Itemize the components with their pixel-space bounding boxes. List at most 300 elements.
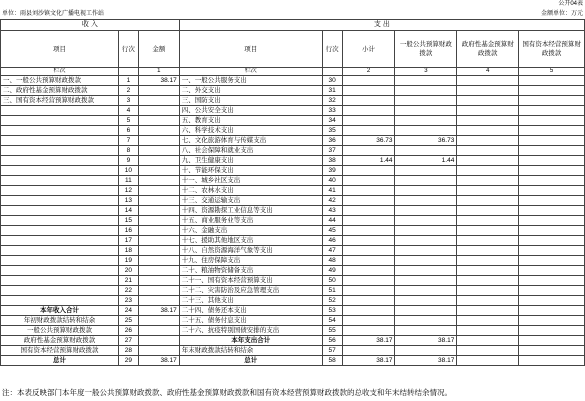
expense-state-capital — [519, 286, 585, 296]
expense-item: 八、社会保障和就业支出 — [179, 146, 322, 156]
expense-general-budget — [395, 296, 457, 306]
expense-row-no: 34 — [322, 116, 342, 126]
income-row-no: 22 — [118, 286, 138, 296]
income-amount — [138, 216, 179, 226]
col-header-amount: 金额 — [138, 31, 179, 68]
expense-general-budget — [395, 146, 457, 156]
expense-gov-fund — [457, 246, 519, 256]
expense-subtotal: 38.17 — [342, 336, 395, 346]
income-item — [1, 226, 119, 236]
expense-subtotal — [342, 96, 395, 106]
expense-general-budget — [395, 186, 457, 196]
table-row — [1, 286, 585, 296]
table-row — [1, 206, 585, 216]
expense-subtotal — [342, 76, 395, 86]
expense-general-budget — [395, 106, 457, 116]
expense-subtotal — [342, 126, 395, 136]
expense-state-capital — [519, 76, 585, 86]
table-row — [1, 76, 585, 86]
expense-row-no: 33 — [322, 106, 342, 116]
fiscal-revenue-expenditure-table — [0, 19, 585, 366]
expense-state-capital — [519, 176, 585, 186]
expense-row-no: 58 — [322, 356, 342, 366]
expense-row-no: 44 — [322, 216, 342, 226]
income-row-no: 19 — [118, 256, 138, 266]
income-row-no: 3 — [118, 96, 138, 106]
income-item — [1, 156, 119, 166]
table-row — [1, 316, 585, 326]
expense-general-budget — [395, 226, 457, 236]
income-row-no: 7 — [118, 136, 138, 146]
expense-subtotal — [342, 176, 395, 186]
income-item — [1, 286, 119, 296]
expense-gov-fund — [457, 186, 519, 196]
col-header-row-no: 行次 — [118, 31, 138, 68]
expense-state-capital — [519, 326, 585, 336]
col-header-gov-fund: 政府性基金预算财政拨款 — [457, 31, 519, 68]
income-item: 二、政府性基金预算财政拨款 — [1, 86, 119, 96]
table-row — [1, 236, 585, 246]
expense-general-budget — [395, 266, 457, 276]
expense-row-no: 42 — [322, 196, 342, 206]
expense-row-no: 57 — [322, 346, 342, 356]
income-item — [1, 116, 119, 126]
table-row — [1, 186, 585, 196]
expense-general-budget — [395, 206, 457, 216]
expense-gov-fund — [457, 266, 519, 276]
income-amount — [138, 286, 179, 296]
expense-state-capital — [519, 296, 585, 306]
expense-row-no: 53 — [322, 306, 342, 316]
expense-general-budget: 38.17 — [395, 336, 457, 346]
expense-row-no: 40 — [322, 176, 342, 186]
expense-state-capital — [519, 246, 585, 256]
income-amount: 38.17 — [138, 76, 179, 86]
income-row-no: 5 — [118, 116, 138, 126]
col-header-item2: 项目 — [179, 31, 322, 68]
expense-row-no: 30 — [322, 76, 342, 86]
expense-general-budget — [395, 96, 457, 106]
expense-state-capital — [519, 106, 585, 116]
table-row — [1, 326, 585, 336]
table-row — [1, 356, 585, 366]
expense-subtotal — [342, 166, 395, 176]
expense-item: 四、公共安全支出 — [179, 106, 322, 116]
table-row — [1, 216, 585, 226]
income-amount — [138, 256, 179, 266]
expense-subtotal — [342, 286, 395, 296]
expense-row-no: 41 — [322, 186, 342, 196]
expense-state-capital — [519, 236, 585, 246]
expense-item: 二十六、抗疫特别国债安排的支出 — [179, 326, 322, 336]
expense-item: 十四、资源勘探工业信息等支出 — [179, 206, 322, 216]
income-amount — [138, 146, 179, 156]
col-index-8: 4 — [457, 68, 519, 76]
expense-row-no: 56 — [322, 336, 342, 346]
expense-gov-fund — [457, 136, 519, 146]
income-amount — [138, 266, 179, 276]
expense-subtotal — [342, 206, 395, 216]
expense-state-capital — [519, 146, 585, 156]
expense-subtotal — [342, 236, 395, 246]
income-row-no: 9 — [118, 156, 138, 166]
income-item — [1, 246, 119, 256]
expense-row-no: 32 — [322, 96, 342, 106]
expense-gov-fund — [457, 276, 519, 286]
expense-general-budget — [395, 166, 457, 176]
income-amount — [138, 106, 179, 116]
expense-state-capital — [519, 336, 585, 346]
expense-item: 十、节能环保支出 — [179, 166, 322, 176]
expense-gov-fund — [457, 206, 519, 216]
expense-item: 七、文化旅游体育与传媒支出 — [179, 136, 322, 146]
income-amount — [138, 166, 179, 176]
table-row — [1, 146, 585, 156]
table-row — [1, 276, 585, 286]
expense-general-budget — [395, 86, 457, 96]
expense-item: 六、科学技术支出 — [179, 126, 322, 136]
income-item: 年初财政拨款结转和结余 — [1, 316, 119, 326]
col-header-subtotal: 小计 — [342, 31, 395, 68]
income-amount — [138, 206, 179, 216]
expense-general-budget — [395, 246, 457, 256]
income-item: 一、一般公共预算财政拨款 — [1, 76, 119, 86]
income-item — [1, 106, 119, 116]
expense-gov-fund — [457, 156, 519, 166]
expense-state-capital — [519, 196, 585, 206]
expense-item: 十八、自然资源海洋气象等支出 — [179, 246, 322, 256]
expense-row-no: 46 — [322, 236, 342, 246]
expense-row-no: 52 — [322, 296, 342, 306]
income-row-no: 12 — [118, 186, 138, 196]
income-amount — [138, 156, 179, 166]
expense-gov-fund — [457, 336, 519, 346]
expense-subtotal: 38.17 — [342, 356, 395, 366]
income-item — [1, 166, 119, 176]
expense-general-budget — [395, 306, 457, 316]
income-item — [1, 186, 119, 196]
table-row — [1, 126, 585, 136]
expense-subtotal — [342, 106, 395, 116]
income-item — [1, 216, 119, 226]
expense-gov-fund — [457, 226, 519, 236]
expense-subtotal — [342, 196, 395, 206]
expense-state-capital — [519, 276, 585, 286]
expense-subtotal: 1.44 — [342, 156, 395, 166]
income-item: 本年收入合计 — [1, 306, 119, 316]
income-row-no: 11 — [118, 176, 138, 186]
form-code: 公开04表 — [558, 1, 583, 7]
expense-item: 本年支出合计 — [179, 336, 322, 346]
expense-row-no: 36 — [322, 136, 342, 146]
income-item — [1, 266, 119, 276]
amount-unit: 金额单位：万元 — [540, 11, 583, 17]
expense-subtotal — [342, 246, 395, 256]
income-item — [1, 276, 119, 286]
expense-subtotal — [342, 226, 395, 236]
expense-subtotal — [342, 86, 395, 96]
col-header-state-capital: 国有资本经营预算财政拨款 — [519, 31, 585, 68]
expense-gov-fund — [457, 236, 519, 246]
income-amount — [138, 326, 179, 336]
expense-gov-fund — [457, 126, 519, 136]
income-row-no: 24 — [118, 306, 138, 316]
expense-general-budget: 1.44 — [395, 156, 457, 166]
income-row-no: 25 — [118, 316, 138, 326]
expense-item: 二十一、国有资本经营预算支出 — [179, 276, 322, 286]
expense-item: 十九、住房保障支出 — [179, 256, 322, 266]
expense-general-budget — [395, 126, 457, 136]
expense-item: 二十二、灾害防治及应急管理支出 — [179, 286, 322, 296]
expense-section-header: 支 出 — [179, 20, 584, 31]
table-row — [1, 346, 585, 356]
expense-item: 二十三、其他支出 — [179, 296, 322, 306]
expense-general-budget — [395, 256, 457, 266]
income-row-no: 13 — [118, 196, 138, 206]
income-item — [1, 196, 119, 206]
income-row-no: 21 — [118, 276, 138, 286]
col-header-item: 项目 — [1, 31, 119, 68]
expense-state-capital — [519, 156, 585, 166]
expense-subtotal — [342, 316, 395, 326]
income-row-no: 16 — [118, 226, 138, 236]
income-item — [1, 206, 119, 216]
income-amount — [138, 336, 179, 346]
table-row — [1, 156, 585, 166]
expense-state-capital — [519, 216, 585, 226]
expense-state-capital — [519, 266, 585, 276]
income-item: 一般公共预算财政拨款 — [1, 326, 119, 336]
income-row-no: 27 — [118, 336, 138, 346]
expense-state-capital — [519, 126, 585, 136]
expense-general-budget — [395, 236, 457, 246]
table-row — [1, 96, 585, 106]
expense-item: 九、卫生健康支出 — [179, 156, 322, 166]
income-amount — [138, 246, 179, 256]
expense-subtotal — [342, 256, 395, 266]
income-item — [1, 136, 119, 146]
income-amount — [138, 116, 179, 126]
expense-subtotal — [342, 276, 395, 286]
income-item: 总计 — [1, 356, 119, 366]
col-header-general-budget: 一般公共预算财政拨款 — [395, 31, 457, 68]
expense-gov-fund — [457, 106, 519, 116]
expense-item: 二、外交支出 — [179, 86, 322, 96]
income-amount — [138, 296, 179, 306]
expense-general-budget — [395, 76, 457, 86]
expense-gov-fund — [457, 316, 519, 326]
expense-gov-fund — [457, 146, 519, 156]
expense-state-capital — [519, 186, 585, 196]
expense-general-budget — [395, 176, 457, 186]
col-index-3: 1 — [138, 68, 179, 76]
expense-state-capital — [519, 166, 585, 176]
income-item — [1, 126, 119, 136]
expense-gov-fund — [457, 306, 519, 316]
income-amount — [138, 126, 179, 136]
expense-row-no: 55 — [322, 326, 342, 336]
income-row-no: 4 — [118, 106, 138, 116]
income-item — [1, 296, 119, 306]
income-item — [1, 146, 119, 156]
expense-subtotal — [342, 216, 395, 226]
col-index-2 — [118, 68, 138, 76]
expense-item: 十七、援助其他地区支出 — [179, 236, 322, 246]
expense-item: 一、一般公共服务支出 — [179, 76, 322, 86]
expense-gov-fund — [457, 176, 519, 186]
income-item — [1, 236, 119, 246]
table-row — [1, 106, 585, 116]
expense-row-no: 48 — [322, 256, 342, 266]
income-amount — [138, 196, 179, 206]
expense-state-capital — [519, 316, 585, 326]
expense-general-budget — [395, 326, 457, 336]
income-row-no: 10 — [118, 166, 138, 176]
col-index-5 — [322, 68, 342, 76]
expense-row-no: 47 — [322, 246, 342, 256]
expense-row-no: 45 — [322, 226, 342, 236]
income-row-no: 26 — [118, 326, 138, 336]
expense-row-no: 38 — [322, 156, 342, 166]
income-row-no: 6 — [118, 126, 138, 136]
income-row-no: 28 — [118, 346, 138, 356]
expense-row-no: 43 — [322, 206, 342, 216]
income-amount — [138, 316, 179, 326]
expense-gov-fund — [457, 96, 519, 106]
income-amount — [138, 96, 179, 106]
expense-subtotal: 36.73 — [342, 136, 395, 146]
expense-general-budget: 38.17 — [395, 356, 457, 366]
expense-subtotal — [342, 346, 395, 356]
expense-state-capital — [519, 136, 585, 146]
income-item: 政府性基金预算财政拨款 — [1, 336, 119, 346]
income-section-header: 收 入 — [1, 20, 180, 31]
expense-item: 十二、农林水支出 — [179, 186, 322, 196]
income-amount: 38.17 — [138, 306, 179, 316]
expense-row-no: 51 — [322, 286, 342, 296]
expense-gov-fund — [457, 216, 519, 226]
col-index-4: 栏次 — [179, 68, 322, 76]
income-row-no: 20 — [118, 266, 138, 276]
expense-gov-fund — [457, 356, 519, 366]
income-amount — [138, 186, 179, 196]
expense-item: 总计 — [179, 356, 322, 366]
income-amount — [138, 176, 179, 186]
expense-state-capital — [519, 356, 585, 366]
expense-state-capital — [519, 256, 585, 266]
footnote: 注：本表反映部门本年度一般公共预算财政拨款、政府性基金预算财政拨款和国有资本经营预算财政拨款的总收支和年末结转结余情况。 — [2, 388, 452, 397]
table-row — [1, 246, 585, 256]
expense-gov-fund — [457, 196, 519, 206]
col-index-6: 2 — [342, 68, 395, 76]
expense-row-no: 49 — [322, 266, 342, 276]
expense-item: 三、国防支出 — [179, 96, 322, 106]
expense-general-budget — [395, 286, 457, 296]
expense-row-no: 37 — [322, 146, 342, 156]
expense-subtotal — [342, 296, 395, 306]
income-item — [1, 256, 119, 266]
expense-subtotal — [342, 326, 395, 336]
expense-subtotal — [342, 266, 395, 276]
expense-item: 十六、金融支出 — [179, 226, 322, 236]
expense-item: 十三、交通运输支出 — [179, 196, 322, 206]
income-item: 三、国有资本经营预算财政拨款 — [1, 96, 119, 106]
expense-subtotal — [342, 116, 395, 126]
table-row — [1, 166, 585, 176]
income-row-no: 2 — [118, 86, 138, 96]
col-index-7: 3 — [395, 68, 457, 76]
table-row — [1, 306, 585, 316]
table-row — [1, 116, 585, 126]
table-row — [1, 256, 585, 266]
income-item: 国有资本经营预算财政拨款 — [1, 346, 119, 356]
expense-general-budget — [395, 116, 457, 126]
expense-item: 二十、粮油物资储备支出 — [179, 266, 322, 276]
expense-row-no: 50 — [322, 276, 342, 286]
expense-state-capital — [519, 226, 585, 236]
table-row — [1, 296, 585, 306]
expense-item: 十五、商业服务业等支出 — [179, 216, 322, 226]
expense-general-budget — [395, 216, 457, 226]
income-amount — [138, 86, 179, 96]
col-header-row-no2: 行次 — [322, 31, 342, 68]
expense-item: 年末财政拨款结转和结余 — [179, 346, 322, 356]
expense-gov-fund — [457, 346, 519, 356]
income-row-no: 14 — [118, 206, 138, 216]
col-index-9: 5 — [519, 68, 585, 76]
expense-row-no: 31 — [322, 86, 342, 96]
expense-subtotal — [342, 186, 395, 196]
expense-state-capital — [519, 206, 585, 216]
expense-row-no: 54 — [322, 316, 342, 326]
income-amount — [138, 276, 179, 286]
expense-general-budget — [395, 196, 457, 206]
income-amount — [138, 226, 179, 236]
table-row — [1, 336, 585, 346]
expense-gov-fund — [457, 76, 519, 86]
expense-gov-fund — [457, 86, 519, 96]
expense-gov-fund — [457, 296, 519, 306]
table-row — [1, 136, 585, 146]
table-row — [1, 86, 585, 96]
expense-row-no: 35 — [322, 126, 342, 136]
col-index-1: 栏次 — [1, 68, 119, 76]
expense-gov-fund — [457, 166, 519, 176]
table-row — [1, 266, 585, 276]
income-row-no: 18 — [118, 246, 138, 256]
expense-state-capital — [519, 86, 585, 96]
income-item — [1, 176, 119, 186]
income-amount — [138, 236, 179, 246]
expense-item: 二十四、债务还本支出 — [179, 306, 322, 316]
income-row-no: 17 — [118, 236, 138, 246]
expense-general-budget: 36.73 — [395, 136, 457, 146]
expense-gov-fund — [457, 256, 519, 266]
table-row — [1, 226, 585, 236]
income-row-no: 23 — [118, 296, 138, 306]
expense-state-capital — [519, 346, 585, 356]
expense-gov-fund — [457, 286, 519, 296]
income-amount: 38.17 — [138, 356, 179, 366]
unit-label: 单位：雨县刘沙镇文化广播电视工作站 — [2, 11, 105, 17]
expense-subtotal — [342, 146, 395, 156]
expense-general-budget — [395, 346, 457, 356]
expense-subtotal — [342, 306, 395, 316]
income-amount — [138, 136, 179, 146]
expense-item: 十一、城乡社区支出 — [179, 176, 322, 186]
expense-row-no: 39 — [322, 166, 342, 176]
income-row-no: 8 — [118, 146, 138, 156]
